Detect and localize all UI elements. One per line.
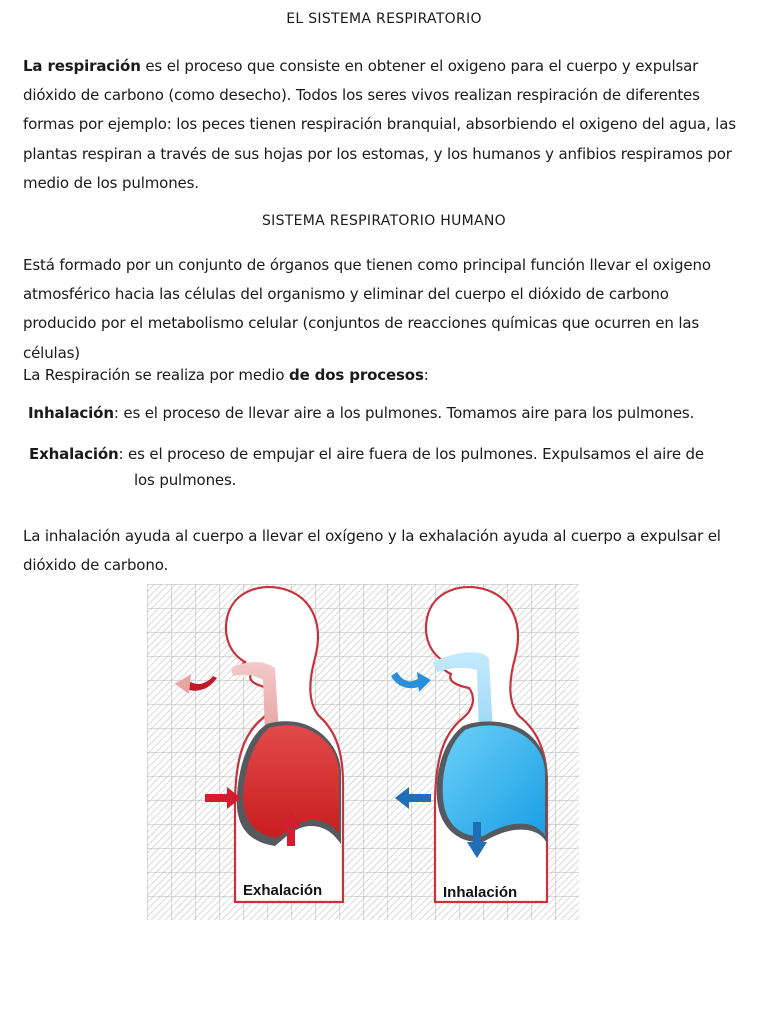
inhalation-term: Inhalación — [28, 404, 114, 422]
exhalation-term: Exhalación — [29, 445, 119, 463]
processes-intro — [23, 361, 745, 390]
exhalation-continuation: los pulmones. — [134, 471, 237, 489]
intro-term: La respiración — [23, 57, 141, 75]
processes-intro-suffix: : — [423, 366, 429, 384]
summary-paragraph: La inhalación ayuda al cuerpo a llevar el oxígeno y la exhalación ayuda al cuerpo a expulsar el dióxido de carbono. — [23, 527, 721, 575]
exhalation-paragraph — [29, 440, 751, 469]
document-title: EL SISTEMA RESPIRATORIO — [286, 11, 482, 27]
exhalation-text: : es el proceso de empujar el aire fuera de los pulmones. Expulsamos el aire de — [118, 445, 704, 463]
respiration-figure — [147, 584, 579, 920]
inhalation-text: : es el proceso de llevar aire a los pulmones. Tomamos aire para los pulmones. — [113, 404, 695, 422]
intro-text: es el proceso que consiste en obtener el oxigeno para el cuerpo y expulsar dióxido de carbono (como desecho). Todos los seres vivos realizan respiración de diferentes formas por ejemplo: los peces tienen respiración branquial, absorbiendo el oxigeno del agua, las plantas respiran a través de sus hojas por los estomas, y los humanos y anfibios respiramos por medio de los pulmones. — [23, 57, 736, 192]
inhalation-label: Inhalación — [443, 884, 518, 901]
respiration-diagram — [147, 584, 579, 920]
intro-paragraph — [23, 52, 745, 198]
processes-intro-prefix: La Respiración se realiza por medio — [23, 366, 289, 384]
inhalation-lungs — [443, 726, 545, 837]
inhalation-paragraph — [28, 399, 750, 428]
description-paragraph: Está formado por un conjunto de órganos que tienen como principal función llevar el oxigeno atmosférico hacia las células del organismo y eliminar del cuerpo el dióxido de carbono producido por el metabolismo celular (conjuntos de reacciones químicas que ocurren en las células) — [23, 256, 711, 362]
exhalation-label: Exhalación — [243, 882, 323, 899]
processes-intro-emphasis: de dos procesos — [288, 366, 424, 384]
section-subtitle: SISTEMA RESPIRATORIO HUMANO — [261, 213, 506, 229]
